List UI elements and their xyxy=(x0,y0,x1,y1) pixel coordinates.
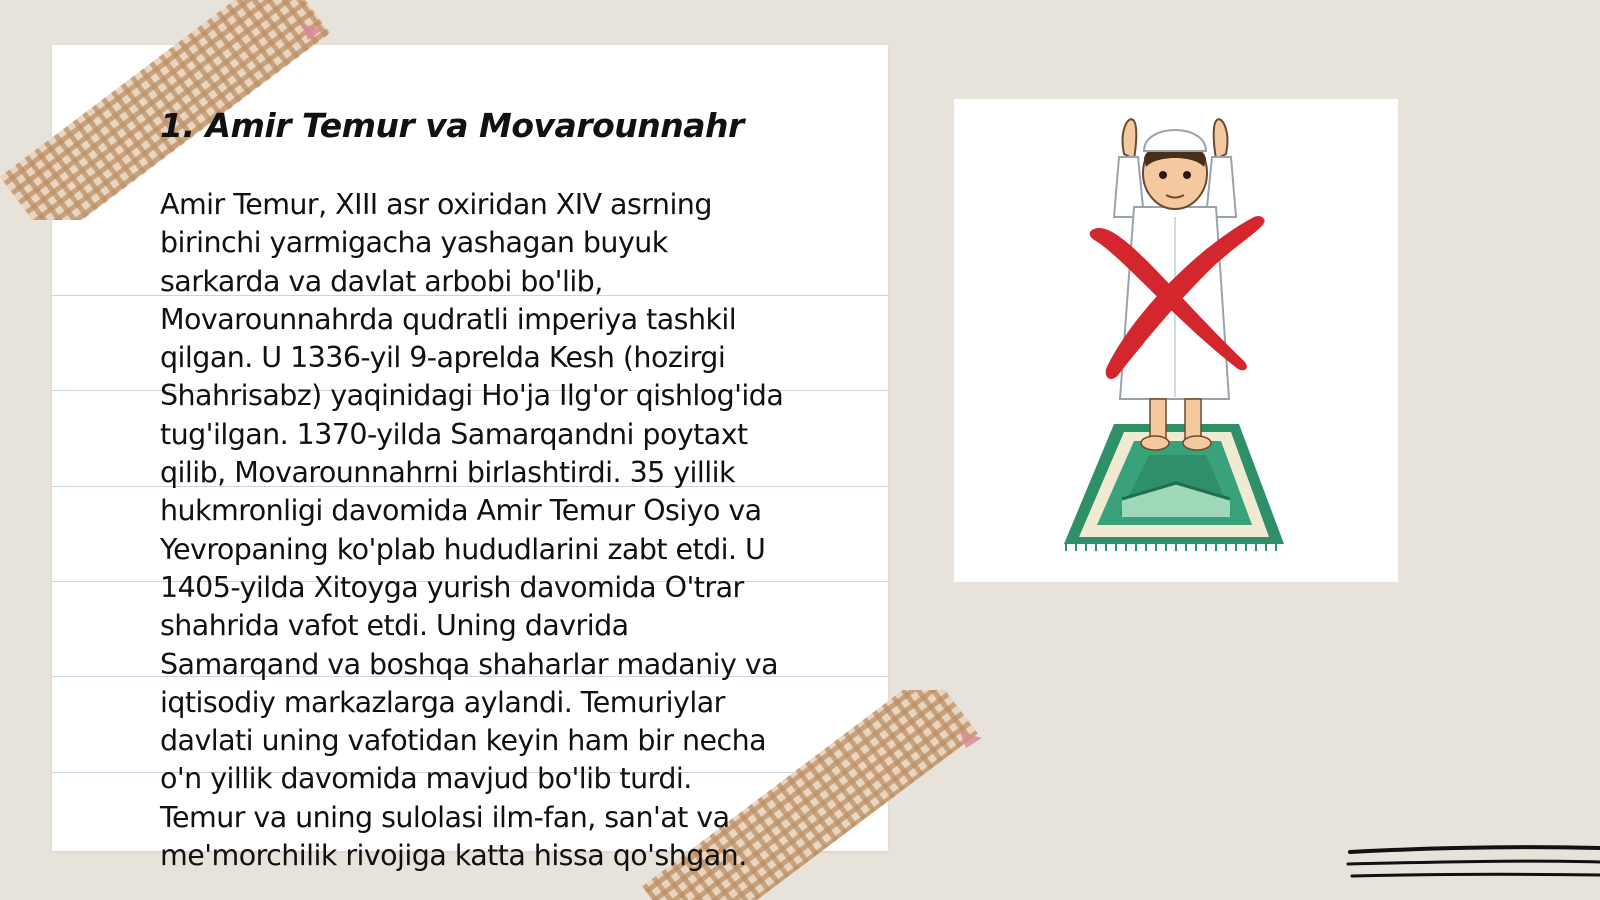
prayer-rug-icon xyxy=(1064,424,1284,551)
paragraph-line: Yevropaning ko'plab hududlarini zabt etdi. U xyxy=(160,532,766,566)
body-paragraph xyxy=(160,186,860,875)
paragraph-line: tug'ilgan. 1370-yilda Samarqandni poytaxt xyxy=(160,417,748,451)
paragraph-line: sarkarda va davlat arbobi bo'lib, xyxy=(160,264,603,298)
paragraph-line: qilib, Movarounnahrni birlashtirdi. 35 yillik xyxy=(160,456,735,490)
illustration-card xyxy=(954,99,1398,582)
paragraph-line: me'morchilik rivojiga katta hissa qo'shgan. xyxy=(160,839,747,873)
boy-praying-crossed-out-illustration xyxy=(954,99,1398,582)
paragraph-line: hukmronligi davomida Amir Temur Osiyo va xyxy=(160,494,762,528)
paragraph-line: shahrida vafot etdi. Uning davrida xyxy=(160,609,629,643)
slide-title: 1. Amir Temur va Movarounnahr xyxy=(160,106,744,145)
paragraph-line: qilgan. U 1336-yil 9-aprelda Kesh (hozirgi xyxy=(160,341,726,375)
paragraph-line: Samarqand va boshqa shaharlar madaniy va xyxy=(160,647,779,681)
paragraph-line: Shahrisabz) yaqinidagi Ho'ja Ilg'or qishlog'ida xyxy=(160,379,784,413)
paragraph-line: davlati uning vafotidan keyin ham bir necha xyxy=(160,724,766,758)
paragraph-line: o'n yillik davomida mavjud bo'lib turdi. xyxy=(160,762,692,796)
paragraph-line: Movarounnahrda qudratli imperiya tashkil xyxy=(160,302,737,336)
decorative-brush-lines xyxy=(1346,840,1600,890)
paragraph-line: iqtisodiy markazlarga aylandi. Temuriylar xyxy=(160,685,725,719)
paragraph-line: Temur va uning sulolasi ilm-fan, san'at va xyxy=(160,800,730,834)
paragraph-line: 1405-yilda Xitoyga yurish davomida O'trar xyxy=(160,570,744,604)
paragraph-line: birinchi yarmigacha yashagan buyuk xyxy=(160,226,668,260)
paragraph-line: Amir Temur, XIII asr oxiridan XIV asrning xyxy=(160,188,712,221)
